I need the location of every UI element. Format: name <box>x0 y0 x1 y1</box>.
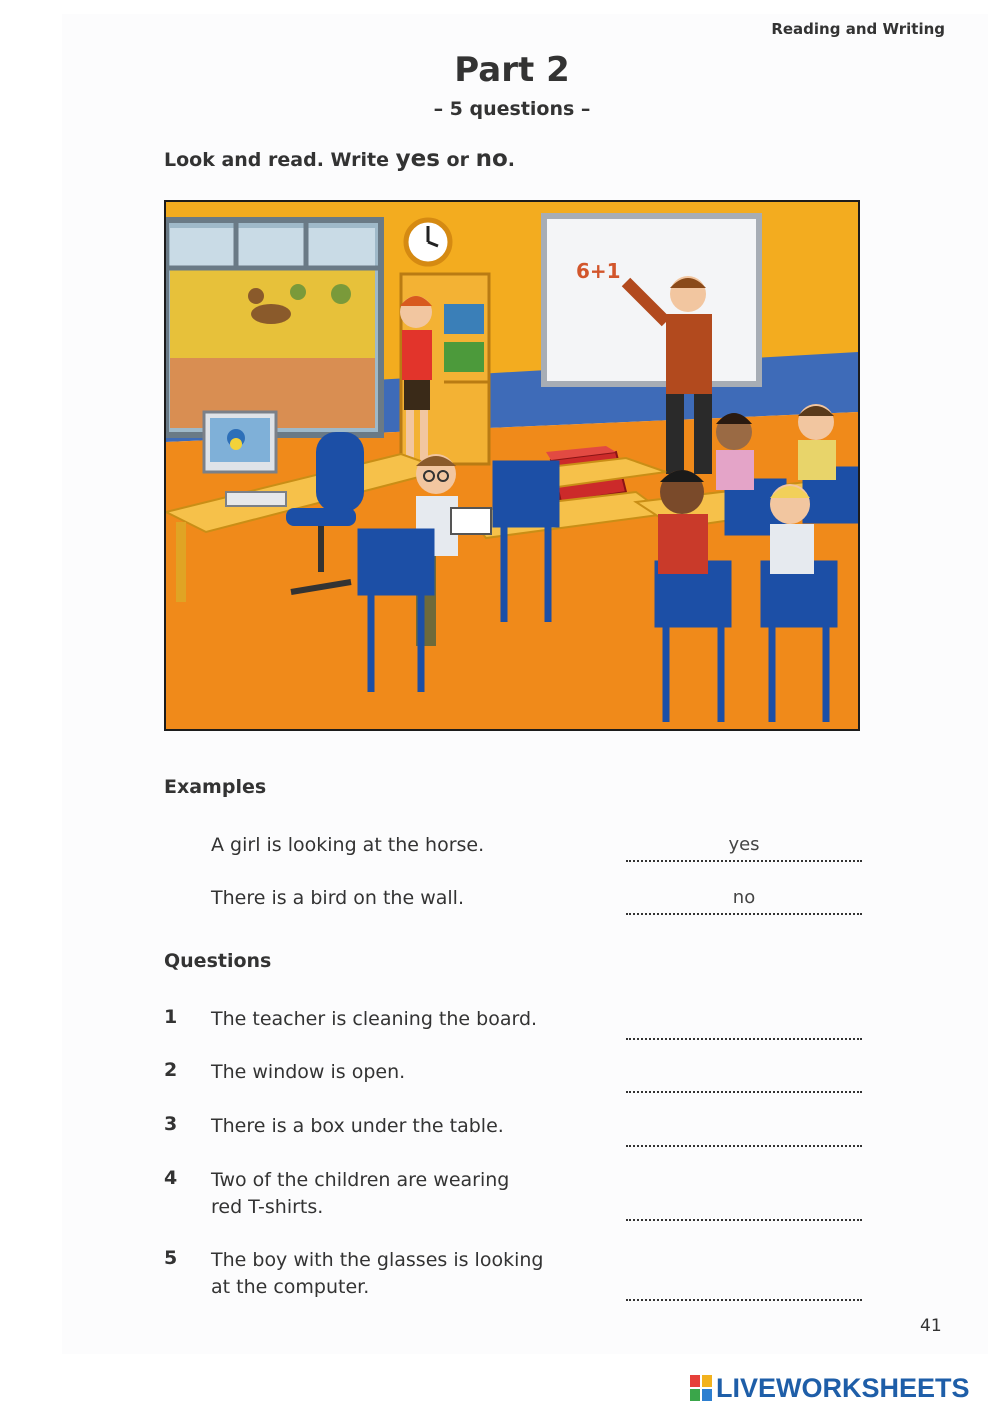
question-number: 4 <box>164 1167 178 1189</box>
keyword-no: no <box>475 146 508 172</box>
window <box>166 220 381 435</box>
question-number: 3 <box>164 1113 178 1135</box>
question-text: There is a box under the table. <box>211 1115 504 1137</box>
question-row <box>0 1113 999 1173</box>
part-title: Part 2 <box>454 50 570 90</box>
answer-field[interactable] <box>626 1065 862 1093</box>
answer-field[interactable] <box>626 1012 862 1040</box>
page-number: 41 <box>920 1316 942 1336</box>
section-label: Reading and Writing <box>771 20 945 38</box>
example-answer: no <box>626 887 862 915</box>
example-answer: yes <box>626 834 862 862</box>
question-row <box>0 1059 999 1119</box>
clock-icon <box>406 220 450 264</box>
liveworksheets-logo-icon <box>690 1375 712 1401</box>
question-text: The teacher is cleaning the board. <box>211 1008 538 1030</box>
book-icon <box>451 508 491 534</box>
question-text: The window is open. <box>211 1061 406 1083</box>
answer-field[interactable] <box>626 1273 862 1301</box>
answer-field[interactable] <box>626 1193 862 1221</box>
example-text: A girl is looking at the horse. <box>211 834 485 856</box>
instructions-or: or <box>439 149 476 171</box>
example-row <box>0 832 999 892</box>
question-text: The boy with the glasses is looking at the computer. <box>211 1249 544 1298</box>
question-number: 5 <box>164 1247 178 1269</box>
example-row <box>0 885 999 945</box>
brand-logo[interactable] <box>690 1372 970 1404</box>
part-subtitle: – 5 questions – <box>433 98 591 120</box>
classroom-illustration <box>164 200 860 731</box>
questions-heading: Questions <box>164 950 272 972</box>
keyword-yes: yes <box>395 146 440 172</box>
instructions-end: . <box>507 149 515 171</box>
brand-name: LIVEWORKSHEETS <box>716 1372 970 1403</box>
keyboard <box>226 492 286 506</box>
question-row <box>0 1006 999 1066</box>
answer-field[interactable] <box>626 1119 862 1147</box>
instructions <box>164 146 515 172</box>
question-text: Two of the children are wearing red T-shirts. <box>211 1169 510 1218</box>
horse-icon <box>251 304 291 324</box>
board-text: 6+1 <box>576 259 621 283</box>
question-row <box>0 1247 999 1307</box>
example-text: There is a bird on the wall. <box>211 887 464 909</box>
classroom-svg <box>166 202 858 729</box>
instructions-lead: Look and read. Write <box>164 149 396 171</box>
question-number: 2 <box>164 1059 178 1081</box>
examples-heading: Examples <box>164 776 267 798</box>
question-number: 1 <box>164 1006 178 1028</box>
question-row <box>0 1167 999 1227</box>
